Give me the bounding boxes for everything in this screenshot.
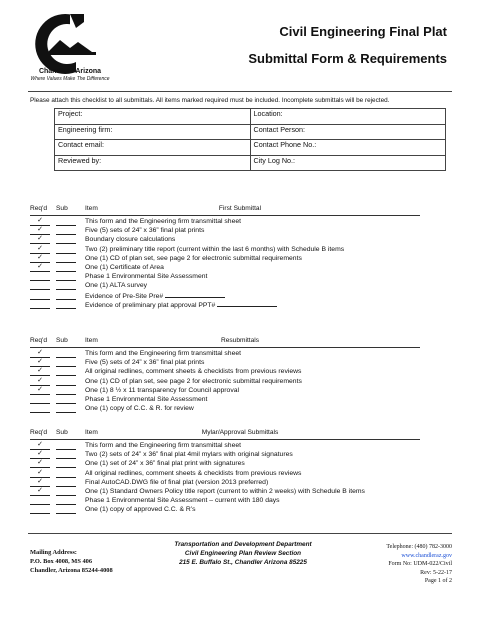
item-description: [85, 358, 204, 367]
po-box: P.O. Box 4008, MS 406: [30, 558, 93, 565]
required-checkbox[interactable]: ✓: [30, 450, 50, 459]
required-checkbox[interactable]: [30, 300, 50, 309]
item-description: [85, 272, 207, 281]
required-checkbox[interactable]: ✓: [30, 349, 50, 358]
submitted-checkbox[interactable]: [56, 404, 76, 413]
item-text: Phase 1 Environmental Site Assessment: [85, 395, 208, 403]
logo-name: Chandler • Arizona: [38, 68, 102, 75]
checklist-item: [30, 349, 450, 358]
col-item: Item: [85, 337, 98, 344]
form-number: Form No: UDM-022/Civil: [388, 561, 452, 567]
col-reqd: Req'd: [30, 429, 48, 436]
info-row: [55, 140, 446, 156]
item-text: This form and the Engineering firm transmittal sheet: [85, 442, 242, 449]
fill-in-blank[interactable]: [217, 300, 277, 307]
info-field[interactable]: Contact email:: [55, 140, 251, 156]
col-item: Item: [85, 429, 98, 436]
item-text: One (1) copy of approved C.C. & R’s: [85, 506, 196, 514]
item-description: [85, 459, 245, 468]
header-underline: [30, 439, 420, 440]
department-info: [148, 540, 338, 567]
submitted-checkbox[interactable]: [56, 217, 76, 226]
item-description: [85, 441, 241, 450]
item-description: [85, 349, 241, 358]
item-description: [85, 254, 302, 263]
item-text: Evidence of preliminary plat approval PPT#: [85, 301, 216, 309]
checklist-item: [30, 459, 450, 468]
col-sub: Sub: [56, 337, 68, 344]
required-checkbox[interactable]: [30, 404, 50, 413]
checklist-item: [30, 496, 450, 505]
item-text: One (1) ALTA survey: [85, 282, 148, 290]
item-text: One (1) CD of plan set, see page 2 for electronic submittal requirements: [85, 254, 302, 262]
header-divider: [28, 91, 452, 92]
item-text: Phase 1 Environmental Site Assessment – current with 180 days: [85, 497, 280, 505]
info-field[interactable]: City Log No.:: [250, 155, 446, 171]
item-text: One (1) Standard Owners Policy title report (current to within 2 weeks) with Schedule B items: [85, 487, 365, 495]
col-reqd: Req'd: [30, 205, 48, 212]
info-row: [55, 124, 446, 140]
mailing-label: Mailing Address:: [30, 549, 77, 556]
col-sub: Sub: [56, 205, 68, 212]
checklist-item: [30, 245, 450, 254]
submitted-checkbox[interactable]: [56, 300, 76, 309]
checklist-item: [30, 235, 450, 244]
checklist-item: [30, 505, 450, 514]
section-resubmittals: [30, 337, 450, 413]
item-text: Final AutoCAD.DWG file of final plat (version 2013 preferred): [85, 478, 269, 486]
submitted-checkbox[interactable]: [56, 272, 76, 281]
checklist-item: [30, 395, 450, 404]
required-checkbox[interactable]: ✓: [30, 441, 50, 450]
page-number: Page 1 of 2: [424, 578, 452, 584]
col-sub: Sub: [56, 429, 68, 436]
contact-info: [386, 543, 452, 586]
required-checkbox[interactable]: ✓: [30, 487, 50, 496]
checklist-header: [30, 429, 450, 439]
department-name: Transportation and Development Department: [174, 541, 312, 548]
checklist-item: [30, 226, 450, 235]
item-text: One (1) Certificate of Area: [85, 263, 164, 271]
required-checkbox[interactable]: ✓: [30, 217, 50, 226]
submitted-checkbox[interactable]: [56, 441, 76, 450]
submitted-checkbox[interactable]: [56, 469, 76, 478]
checklist-item: [30, 300, 450, 309]
required-checkbox[interactable]: [30, 272, 50, 281]
checklist-item: [30, 358, 450, 367]
required-checkbox[interactable]: [30, 291, 50, 300]
fill-in-blank[interactable]: [165, 291, 225, 298]
item-description: [85, 217, 241, 226]
item-text: All original redlines, comment sheets & checklists from previous reviews: [85, 368, 302, 376]
info-field[interactable]: Engineering firm:: [55, 124, 251, 140]
checklist-item: [30, 217, 450, 226]
info-field[interactable]: Location:: [250, 109, 446, 125]
checklist-item: [30, 272, 450, 281]
item-description: [85, 450, 293, 459]
form-title: Civil Engineering Final Plat: [279, 24, 447, 39]
item-description: [85, 404, 194, 413]
required-checkbox[interactable]: ✓: [30, 245, 50, 254]
submitted-checkbox[interactable]: [56, 281, 76, 290]
item-text: One (1) copy of C.C. & R. for review: [85, 405, 194, 413]
item-description: [85, 478, 268, 487]
item-description: [85, 505, 196, 514]
city-zip: Chandler, Arizona 85244-4008: [30, 567, 113, 574]
required-checkbox[interactable]: [30, 496, 50, 505]
form-subtitle: Submittal Form & Requirements: [248, 51, 447, 66]
required-checkbox[interactable]: ✓: [30, 367, 50, 376]
checklist-item: [30, 263, 450, 272]
info-row: [55, 109, 446, 125]
instructions: Please attach this checklist to all submittals. All items marked required must be included. Incomplete submittals will be rejected.: [30, 97, 390, 104]
required-checkbox[interactable]: ✓: [30, 478, 50, 487]
item-text: All original redlines, comment sheets & checklists from previous reviews: [85, 469, 302, 477]
required-checkbox[interactable]: ✓: [30, 469, 50, 478]
submitted-checkbox[interactable]: [56, 459, 76, 468]
item-description: [85, 245, 344, 254]
submitted-checkbox[interactable]: [56, 505, 76, 514]
checklist-header: [30, 337, 450, 347]
info-row: [55, 155, 446, 171]
item-description: [85, 226, 204, 235]
checklist-item: [30, 450, 450, 459]
revision: Rev: 5-22-17: [420, 569, 452, 576]
street-address: 215 E. Buffalo St., Chandler Arizona 85225: [179, 559, 307, 566]
required-checkbox[interactable]: [30, 281, 50, 290]
website-link[interactable]: www.chandleraz.gov: [401, 552, 452, 559]
submitted-checkbox[interactable]: [56, 377, 76, 386]
section-name: Civil Engineering Plan Review Section: [184, 550, 302, 557]
item-description: [85, 300, 277, 310]
item-description: [85, 377, 302, 386]
mailing-address: [30, 548, 113, 575]
item-text: Evidence of Pre-Site Pre#: [85, 292, 164, 300]
telephone: Telephone: (480) 782-3000: [386, 544, 452, 550]
section-title: Mylar/Approval Submittals: [201, 429, 279, 436]
checklist-item: [30, 377, 450, 386]
info-field[interactable]: Contact Person:: [250, 124, 446, 140]
submitted-checkbox[interactable]: [56, 245, 76, 254]
checklist-item: [30, 469, 450, 478]
logo-tagline: Where Values Make The Difference: [30, 76, 110, 82]
info-field[interactable]: Contact Phone No.:: [250, 140, 446, 156]
checklist-item: [30, 487, 450, 496]
header-underline: [30, 215, 420, 216]
item-description: [85, 367, 301, 376]
item-description: [85, 263, 164, 272]
required-checkbox[interactable]: ✓: [30, 226, 50, 235]
item-text: This form and the Engineering firm transmittal sheet: [85, 218, 242, 225]
item-text: Boundary closure calculations: [85, 236, 176, 244]
project-info-table: [54, 108, 446, 171]
item-text: Phase 1 Environmental Site Assessment: [85, 273, 208, 281]
item-text: Two (2) sets of 24” x 36” final plat 4mil mylars with original signatures: [85, 451, 293, 459]
item-description: [85, 487, 365, 496]
submitted-checkbox[interactable]: [56, 291, 76, 300]
section-first-submittal: [30, 205, 450, 309]
checklist-item: [30, 254, 450, 263]
item-text: Five (5) sets of 24” x 36” final plat prints: [85, 227, 205, 235]
submitted-checkbox[interactable]: [56, 367, 76, 376]
submitted-checkbox[interactable]: [56, 349, 76, 358]
checklist-item: [30, 281, 450, 290]
required-checkbox[interactable]: ✓: [30, 459, 50, 468]
required-checkbox[interactable]: ✓: [30, 386, 50, 395]
required-checkbox[interactable]: [30, 395, 50, 404]
required-checkbox[interactable]: ✓: [30, 254, 50, 263]
item-description: [85, 496, 280, 505]
required-checkbox[interactable]: [30, 505, 50, 514]
city-logo: [30, 12, 106, 96]
section-title: First Submittal: [218, 205, 262, 212]
checklist-header: [30, 205, 450, 215]
item-text: This form and the Engineering firm transmittal sheet: [85, 350, 242, 357]
required-checkbox[interactable]: ✓: [30, 235, 50, 244]
item-text: Two (2) preliminary title report (current within the last 6 months) with Schedule B items: [85, 245, 345, 253]
item-description: [85, 386, 239, 395]
required-checkbox[interactable]: ✓: [30, 377, 50, 386]
submitted-checkbox[interactable]: [56, 226, 76, 235]
submitted-checkbox[interactable]: [56, 496, 76, 505]
submitted-checkbox[interactable]: [56, 386, 76, 395]
item-text: One (1) CD of plan set, see page 2 for electronic submittal requirements: [85, 377, 302, 385]
section-title: Resubmittals: [220, 337, 260, 344]
submitted-checkbox[interactable]: [56, 478, 76, 487]
checklist-item: [30, 441, 450, 450]
submitted-checkbox[interactable]: [56, 235, 76, 244]
footer-divider: [28, 533, 452, 534]
submitted-checkbox[interactable]: [56, 263, 76, 272]
info-field[interactable]: Reviewed by:: [55, 155, 251, 171]
item-text: Five (5) sets of 24” x 36” final plat prints: [85, 359, 205, 367]
item-text: One (1) 8 ½ x 11 transparency for Council approval: [85, 386, 240, 394]
checklist-item: [30, 404, 450, 413]
required-checkbox[interactable]: ✓: [30, 263, 50, 272]
required-checkbox[interactable]: ✓: [30, 358, 50, 367]
col-reqd: Req'd: [30, 337, 48, 344]
checklist-item: [30, 386, 450, 395]
item-description: [85, 235, 175, 244]
submitted-checkbox[interactable]: [56, 487, 76, 496]
checklist-item: [30, 291, 450, 300]
item-description: [85, 281, 147, 290]
header-underline: [30, 347, 420, 348]
submitted-checkbox[interactable]: [56, 358, 76, 367]
item-description: [85, 469, 301, 478]
submitted-checkbox[interactable]: [56, 395, 76, 404]
info-field[interactable]: Project:: [55, 109, 251, 125]
checklist-item: [30, 478, 450, 487]
item-description: [85, 395, 207, 404]
submitted-checkbox[interactable]: [56, 254, 76, 263]
checklist-item: [30, 367, 450, 376]
submitted-checkbox[interactable]: [56, 450, 76, 459]
section-mylar-approval: [30, 429, 450, 515]
item-text: One (1) set of 24” x 36” final plat print with signatures: [85, 460, 245, 468]
col-item: Item: [85, 205, 98, 212]
